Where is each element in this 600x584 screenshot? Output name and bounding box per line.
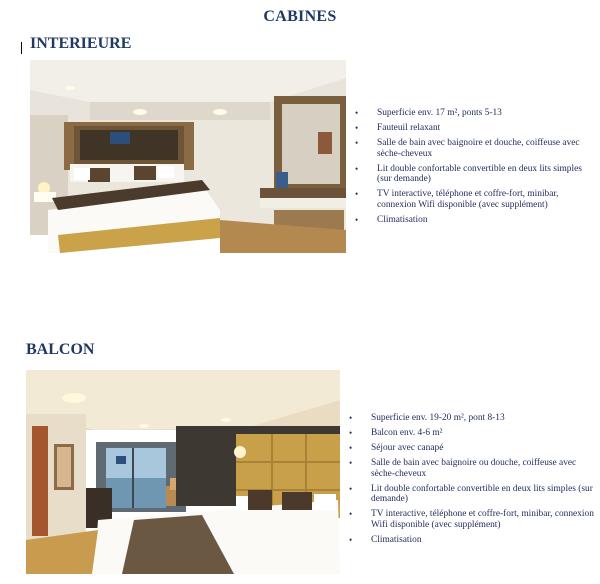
list-item: • Fauteuil relaxant bbox=[355, 122, 441, 133]
list-item: • TV interactive, téléphone et coffre-fort, minibar, connexion Wifi disponible (avec supplément) bbox=[355, 189, 559, 210]
section-heading-balcon: BALCON bbox=[26, 341, 95, 358]
list-item: • Climatisation bbox=[355, 214, 428, 225]
list-item: • TV interactive, téléphone et coffre-fort, minibar, connexion Wifi disponible (avec supplément) bbox=[349, 509, 594, 530]
interior-cabin-photo bbox=[30, 60, 346, 253]
text-cursor bbox=[21, 42, 22, 54]
interior-feature-list bbox=[355, 108, 595, 230]
bullet: • bbox=[349, 534, 353, 545]
list-item: • Superficie env. 19-20 m², pont 8-13 bbox=[349, 413, 505, 423]
bullet: • bbox=[355, 163, 359, 174]
list-item: • Lit double confortable convertible en deux lits simples (sur demande) bbox=[349, 483, 593, 505]
list-item: • Salle de bain avec baignoire ou douche, coiffeuse avec sèche-cheveux bbox=[349, 457, 577, 479]
list-item: • Balcon env. 4-6 m² bbox=[349, 427, 443, 438]
bullet: • bbox=[349, 457, 353, 468]
list-item: • Superficie env. 17 m², ponts 5-13 bbox=[355, 108, 502, 118]
list-item: • Lit double confortable convertible en deux lits simples (sur demande) bbox=[355, 163, 582, 185]
list-item: • Climatisation bbox=[349, 534, 422, 545]
list-item: • Séjour avec canapé bbox=[349, 442, 444, 453]
bullet: • bbox=[355, 214, 359, 225]
bullet: • bbox=[349, 413, 353, 423]
section-heading-interieure: INTERIEURE bbox=[30, 35, 132, 52]
bullet: • bbox=[355, 137, 359, 148]
bullet: • bbox=[355, 189, 359, 200]
bullet: • bbox=[349, 427, 353, 438]
list-item: • Salle de bain avec baignoire et douche, coiffeuse avec sèche-cheveux bbox=[355, 137, 580, 159]
bullet: • bbox=[355, 108, 359, 118]
page-title: CABINES bbox=[263, 8, 337, 25]
balcony-feature-list bbox=[349, 413, 595, 550]
bullet: • bbox=[349, 509, 353, 520]
bullet: • bbox=[355, 122, 359, 133]
bullet: • bbox=[349, 442, 353, 453]
bullet: • bbox=[349, 483, 353, 494]
balcony-cabin-photo bbox=[26, 370, 340, 574]
